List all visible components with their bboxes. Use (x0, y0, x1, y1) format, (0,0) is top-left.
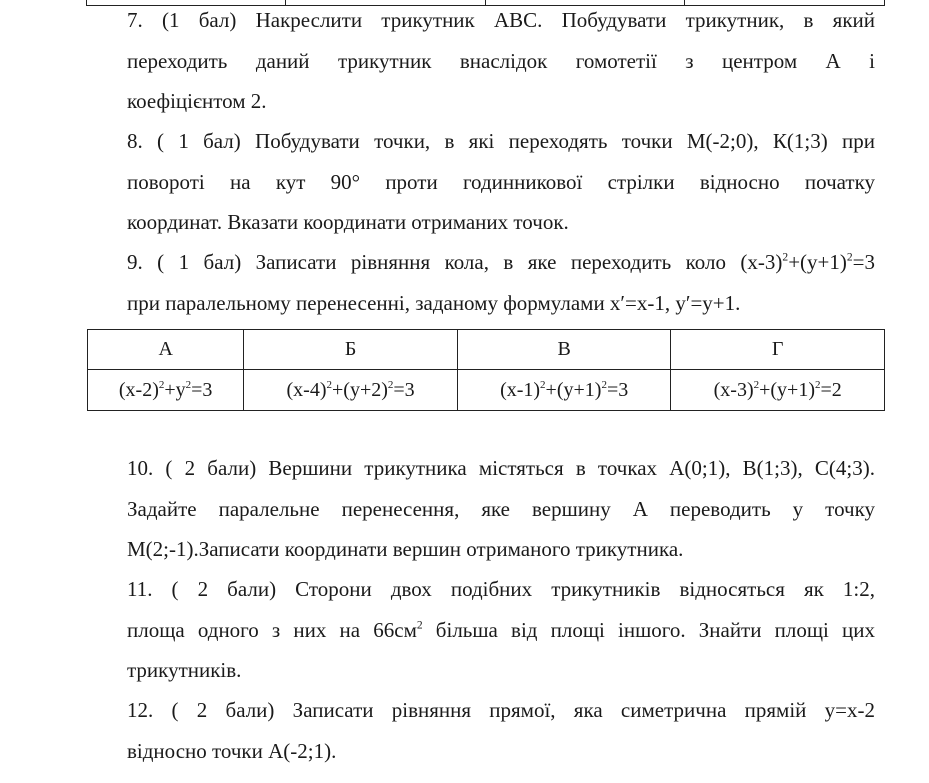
problem-7 (127, 0, 875, 122)
problem-line: повороті на кут 90° проти годинникової стрілки відносно початку (127, 169, 875, 194)
option-equation: $(х-3)^2+(у+1)^2=2$ (671, 370, 885, 411)
problem-line: коефіцієнтом 2. (127, 89, 267, 113)
problem-line: трикутників. (127, 658, 242, 682)
table-header-row (88, 330, 885, 370)
table-row (88, 370, 885, 411)
problem-line: при паралельному перенесенні, заданому формулами х′=х-1, у′=у+1. (127, 290, 741, 315)
option-header: Б (244, 330, 458, 370)
problem-12 (127, 690, 875, 771)
option-header: В (457, 330, 671, 370)
answer-options-table (87, 329, 885, 411)
problem-line: переходить даний трикутник внаслідок гомотетії з центром А і (127, 48, 875, 73)
problem-line: М(2;-1).Записати координати вершин отриманого трикутника. (127, 537, 684, 561)
option-header: Г (671, 330, 885, 370)
option-equation: $(х-2)^2+у^2=3$ (88, 370, 244, 411)
option-header: А (88, 330, 244, 370)
problem-line: Задайте паралельне перенесення, яке вершину А переводить у точку (127, 496, 875, 521)
option-equation: $(х-4)^2+(у+2)^2=3$ (244, 370, 458, 411)
problem-8 (127, 121, 875, 243)
problem-line: 11. ( 2 бали) Сторони двох подібних трикутників відносяться як 1:2, (127, 577, 875, 601)
problem-line: 8. ( 1 бал) Побудувати точки, в які переходять точки М(-2;0), К(1;3) при (127, 129, 875, 153)
problem-10 (127, 448, 875, 570)
problem-9 (127, 242, 875, 323)
problem-line: 12. ( 2 бали) Записати рівняння прямої, яка симетрична прямій у=х-2 (127, 698, 875, 722)
problem-line: 7. (1 бал) Накреслити трикутник АВС. Побудувати трикутник, в який (127, 8, 875, 32)
problem-line: координат. Вказати координати отриманих точок. (127, 210, 569, 234)
problem-line: 10. ( 2 бали) Вершини трикутника містяться в точках А(0;1), В(1;3), С(4;3). (127, 456, 875, 480)
option-equation: $(х-1)^2+(у+1)^2=3$ (457, 370, 671, 411)
problem-line: відносно точки А(-2;1). (127, 738, 337, 763)
problem-line: площа одного з них на $66см^2$ більша від площі іншого. Знайти площі цих (127, 617, 875, 642)
problem-line: 9. ( 1 бал) Записати рівняння кола, в яке переходить коло $(х-3)^2+(у+1)^2=3$ (127, 250, 875, 274)
problem-11 (127, 569, 875, 691)
